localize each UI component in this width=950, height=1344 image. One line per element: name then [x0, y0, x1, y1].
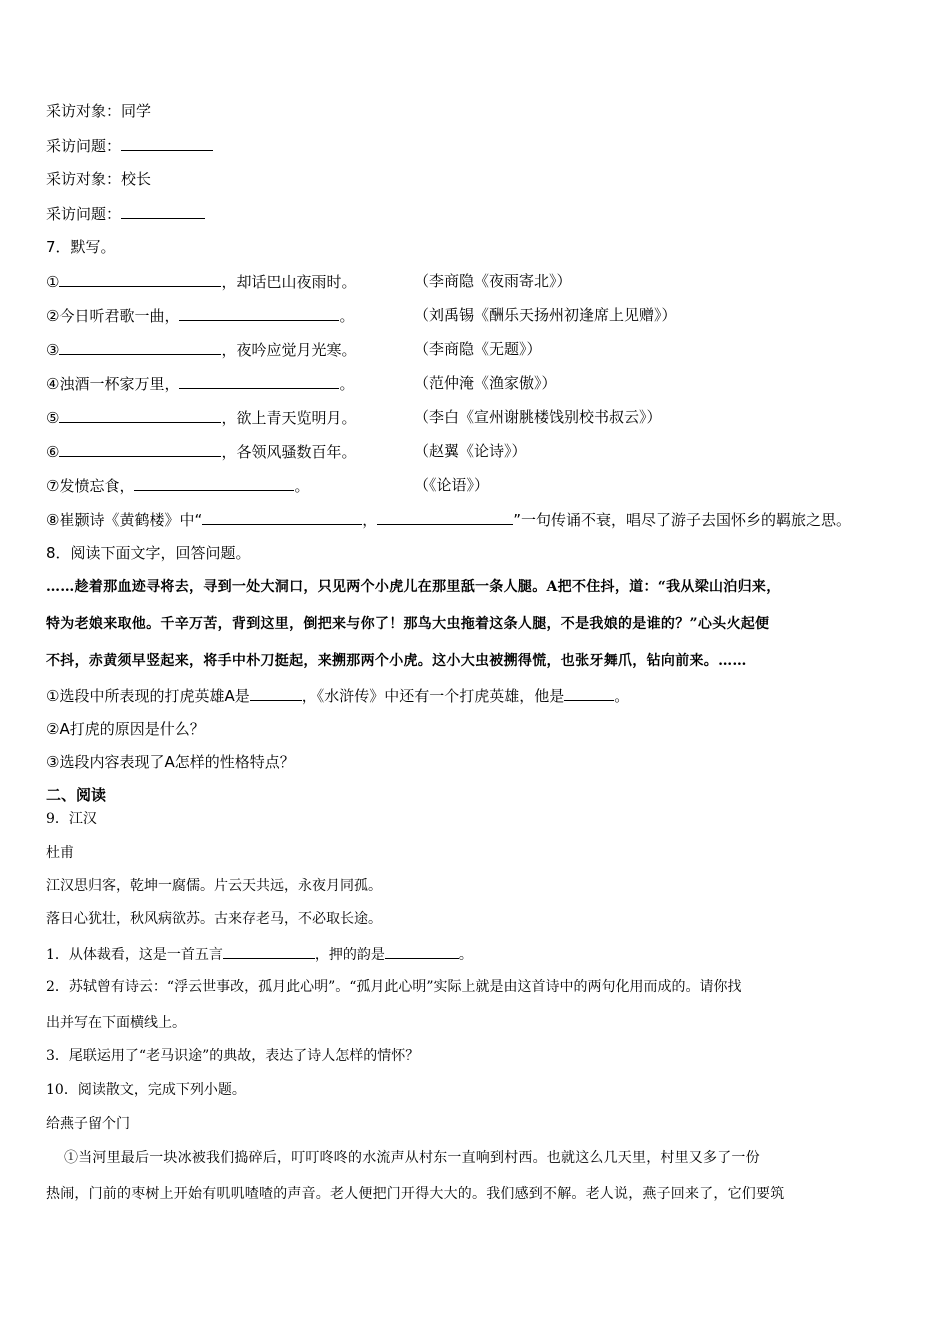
q7-item-6: ⑥ ，各领风骚数百年。 （赵翼《论诗》） — [46, 442, 527, 461]
answer-blank[interactable] — [59, 271, 221, 287]
interview-object-2: 采访对象：校长 — [46, 170, 152, 188]
q8-passage-line: 不抖，赤黄须早竖起来，将手中朴刀挺起，来搠那两个小虎。这小大虫被搠得慌，也张牙舞爪，钻向前来。…… — [46, 653, 747, 669]
answer-blank[interactable] — [377, 509, 513, 525]
q8-title: 8．阅读下面文字，回答问题。 — [46, 544, 251, 562]
article-title: 给燕子留个门 — [46, 1116, 130, 1132]
article-paragraph-line: 热闹，门前的枣树上开始有叽叽喳喳的声音。老人便把门开得大大的。我们感到不解。老人说，燕子回来了，它们要筑 — [46, 1186, 785, 1202]
q8-sub-1: ①选段中所表现的打虎英雄A是 ，《水浒传》中还有一个打虎英雄，他是 。 — [46, 687, 630, 705]
answer-blank[interactable] — [121, 135, 213, 151]
q7-item-2: ②今日听君歌一曲， 。 （刘禹锡《酬乐天扬州初逢席上见赠》） — [46, 306, 677, 325]
q9-sub-1: 1．从体裁看，这是一首五言 ，押的韵是 。 — [46, 943, 473, 965]
q8-sub-2: ②A打虎的原因是什么？ — [46, 720, 205, 738]
answer-blank[interactable] — [59, 339, 221, 355]
q7-item-1: ① ，却话巴山夜雨时。 （李商隐《夜雨寄北》） — [46, 272, 572, 291]
answer-blank[interactable] — [179, 305, 339, 321]
answer-blank[interactable] — [59, 407, 221, 423]
q7-title: 7．默写。 — [46, 238, 116, 256]
answer-blank[interactable] — [250, 685, 302, 701]
poem-line: 落日心犹壮，秋风病欲苏。古来存老马，不必取长途。 — [46, 911, 382, 927]
article-paragraph-line: ①当河里最后一块冰被我们捣碎后，叮叮咚咚的水流声从村东一直响到村西。也就这么几天里，村里又多了一份 — [64, 1150, 760, 1166]
interview-question-1: 采访问题： — [46, 135, 213, 156]
q10-title: 10．阅读散文，完成下列小题。 — [46, 1082, 246, 1098]
answer-blank[interactable] — [121, 203, 205, 219]
answer-blank[interactable] — [134, 475, 294, 491]
q7-item-7: ⑦发愤忘食， 。 （《论语》） — [46, 476, 490, 495]
answer-blank[interactable] — [564, 685, 614, 701]
q9-title: 9．江汉 — [46, 811, 97, 827]
q9-sub-2-line1: 2．苏轼曾有诗云：“浮云世事改，孤月此心明”。“孤月此心明”实际上就是由这首诗中的两句化用而成的。请你找 — [46, 979, 742, 995]
q7-item-5: ⑤ ，欲上青天览明月。 （李白《宣州谢脁楼饯别校书叔云》） — [46, 408, 662, 427]
section-heading: 二、阅读 — [46, 786, 107, 804]
q8-passage-line: 特为老娘来取他。千辛万苦，背到这里，倒把来与你了！那鸟大虫拖着这条人腿，不是我娘的是谁的？”心头火起便 — [46, 616, 770, 632]
interview-question-2: 采访问题： — [46, 203, 205, 224]
q9-sub-3: 3．尾联运用了“老马识途”的典故，表达了诗人怎样的情怀？ — [46, 1048, 420, 1064]
answer-blank[interactable] — [385, 943, 459, 959]
q7-item-4: ④浊酒一杯家万里， 。 （范仲淹《渔家傲》） — [46, 374, 557, 393]
answer-blank[interactable] — [59, 441, 221, 457]
q7-item-8: ⑧崔颢诗《黄鹤楼》中“ ， ”一句传诵不衰，唱尽了游子去国怀乡的羁旅之思。 — [46, 511, 852, 529]
q9-sub-2-line2: 出并写在下面横线上。 — [46, 1015, 186, 1031]
q8-sub-3: ③选段内容表现了A怎样的性格特点？ — [46, 753, 295, 771]
answer-blank[interactable] — [179, 373, 339, 389]
q7-item-3: ③ ，夜吟应觉月光寒。 （李商隐《无题》） — [46, 340, 542, 359]
answer-blank[interactable] — [223, 943, 315, 959]
poem-author: 杜甫 — [46, 845, 74, 861]
q8-passage-line: ……趁着那血迹寻将去，寻到一处大洞口，只见两个小虎儿在那里舐一条人腿。A把不住抖，道：“我从梁山泊归来， — [46, 579, 781, 595]
answer-blank[interactable] — [202, 509, 362, 525]
poem-line: 江汉思归客，乾坤一腐儒。片云天共远，永夜月同孤。 — [46, 878, 382, 894]
interview-object-1: 采访对象：同学 — [46, 102, 152, 120]
